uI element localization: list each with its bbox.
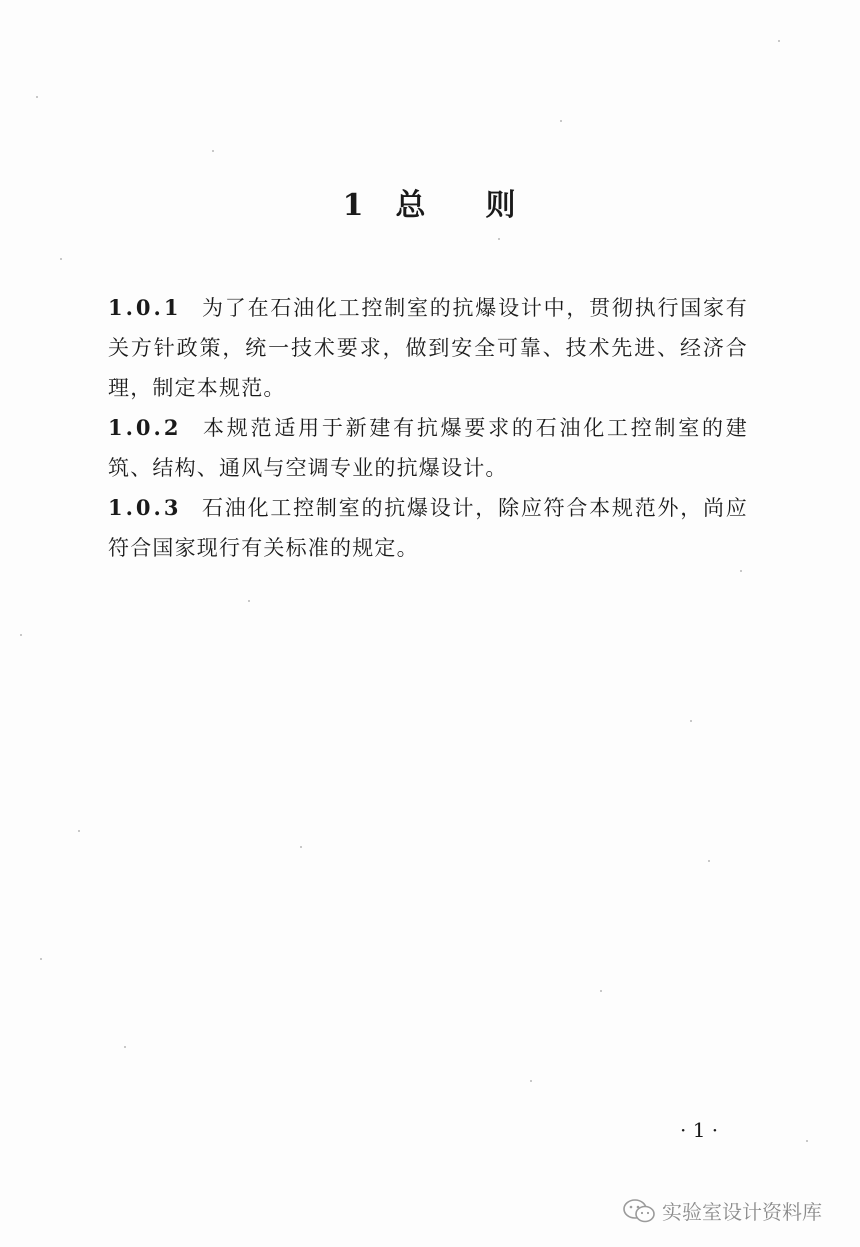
clause-number: 1.0.2 [108,415,182,440]
clause-list [108,288,748,568]
clause-number: 1.0.3 [108,495,182,520]
watermark [622,1196,822,1225]
page-number: · 1 · [680,1118,719,1142]
clause-1-0-2 [108,408,748,488]
clause-1-0-1 [108,288,748,408]
chapter-title [0,180,860,224]
chapter-title-char-2: 则 [485,188,518,223]
clause-1-0-3 [108,488,748,568]
wechat-icon [622,1198,656,1224]
clause-number: 1.0.1 [108,295,182,320]
clause-text: 本规范适用于新建有抗爆要求的石油化工控制室的建筑、结构、通风与空调专业的抗爆设计。 [108,416,748,480]
chapter-title-char-1: 总 [395,188,428,223]
clause-text: 石油化工控制室的抗爆设计，除应符合本规范外，尚应符合国家现行有关标准的规定。 [108,496,748,560]
chapter-number: 1 [342,188,366,223]
clause-text: 为了在石油化工控制室的抗爆设计中，贯彻执行国家有关方针政策，统一技术要求，做到安全可靠、技术先进、经济合理，制定本规范。 [108,296,748,400]
watermark-text: 实验室设计资料库 [662,1200,822,1224]
